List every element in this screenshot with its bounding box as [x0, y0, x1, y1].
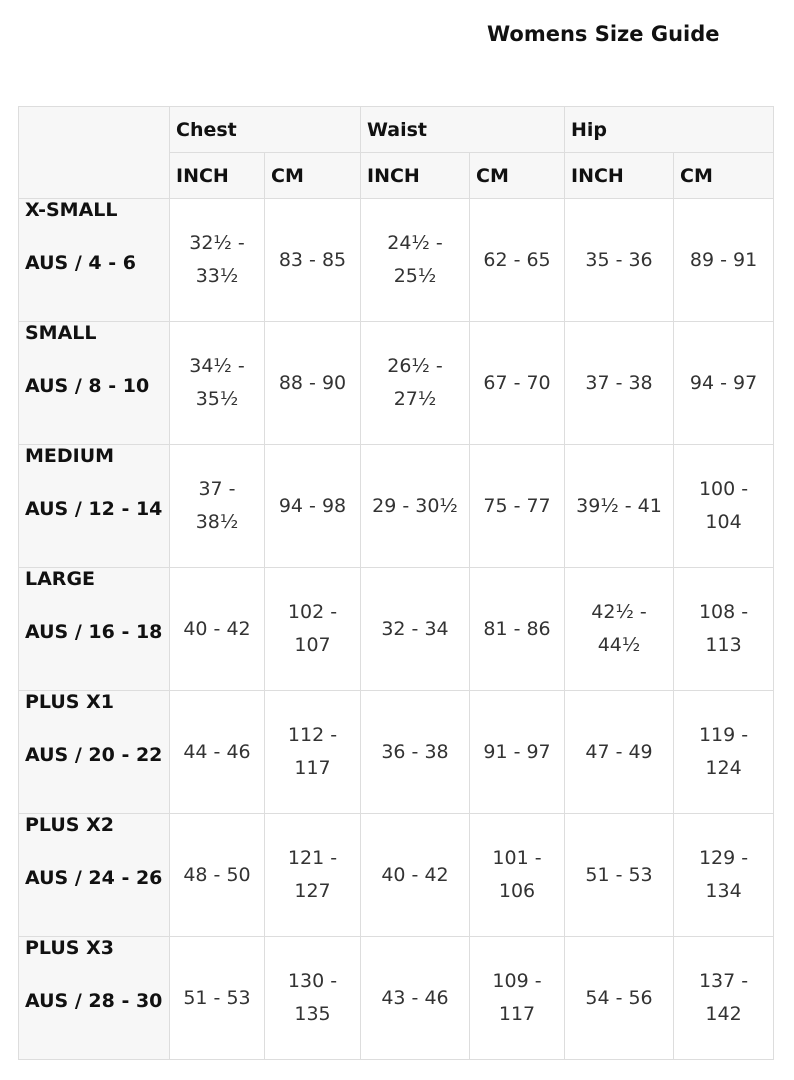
value-hip-cm: 100 - 104: [674, 445, 774, 568]
size-guide-table: [18, 106, 774, 1060]
value-waist-cm: 81 - 86: [470, 568, 565, 691]
size-aus: AUS / 4 - 6: [25, 251, 136, 274]
value-chest-cm: 88 - 90: [265, 322, 361, 445]
value-hip-cm: 89 - 91: [674, 199, 774, 322]
unit-waist-inch: INCH: [361, 153, 470, 199]
value-hip-inch: 51 - 53: [565, 814, 674, 937]
header-hip: Hip: [565, 107, 774, 153]
value-chest-inch: 37 - 38½: [170, 445, 265, 568]
value-hip-inch: 37 - 38: [565, 322, 674, 445]
size-name: MEDIUM: [25, 445, 115, 467]
unit-chest-cm: CM: [265, 153, 361, 199]
value-hip-cm: 108 - 113: [674, 568, 774, 691]
size-name: PLUS X2: [25, 814, 114, 836]
value-chest-inch: 48 - 50: [170, 814, 265, 937]
value-hip-inch: 35 - 36: [565, 199, 674, 322]
value-hip-cm: 94 - 97: [674, 322, 774, 445]
value-waist-cm: 75 - 77: [470, 445, 565, 568]
size-name: LARGE: [25, 568, 96, 590]
size-name: X-SMALL: [25, 199, 118, 221]
value-chest-inch: 44 - 46: [170, 691, 265, 814]
value-hip-inch: 47 - 49: [565, 691, 674, 814]
unit-chest-inch: INCH: [170, 153, 265, 199]
header-waist: Waist: [361, 107, 565, 153]
value-chest-inch: 51 - 53: [170, 937, 265, 1060]
group-header-row: [19, 107, 774, 153]
value-waist-inch: 26½ - 27½: [361, 322, 470, 445]
size-label-cell: [19, 568, 170, 691]
unit-hip-cm: CM: [674, 153, 774, 199]
size-label-cell: [19, 322, 170, 445]
header-chest: Chest: [170, 107, 361, 153]
value-chest-inch: 34½ - 35½: [170, 322, 265, 445]
size-aus: AUS / 28 - 30: [25, 989, 163, 1012]
value-waist-inch: 43 - 46: [361, 937, 470, 1060]
value-waist-cm: 67 - 70: [470, 322, 565, 445]
size-label-cell: [19, 691, 170, 814]
value-waist-cm: 62 - 65: [470, 199, 565, 322]
table-row: [19, 322, 774, 445]
size-label-cell: [19, 445, 170, 568]
table-row: [19, 937, 774, 1060]
size-aus: AUS / 24 - 26: [25, 866, 163, 889]
size-name: PLUS X3: [25, 937, 114, 959]
value-hip-cm: 119 - 124: [674, 691, 774, 814]
value-waist-inch: 40 - 42: [361, 814, 470, 937]
value-waist-cm: 101 - 106: [470, 814, 565, 937]
table-row: [19, 814, 774, 937]
size-label-cell: [19, 199, 170, 322]
value-chest-inch: 40 - 42: [170, 568, 265, 691]
value-hip-cm: 137 - 142: [674, 937, 774, 1060]
value-chest-cm: 94 - 98: [265, 445, 361, 568]
size-aus: AUS / 16 - 18: [25, 620, 163, 643]
size-aus: AUS / 20 - 22: [25, 743, 163, 766]
value-hip-inch: 54 - 56: [565, 937, 674, 1060]
value-waist-cm: 91 - 97: [470, 691, 565, 814]
value-waist-inch: 29 - 30½: [361, 445, 470, 568]
size-label-cell: [19, 937, 170, 1060]
value-chest-inch: 32½ - 33½: [170, 199, 265, 322]
value-waist-inch: 36 - 38: [361, 691, 470, 814]
size-name: PLUS X1: [25, 691, 114, 713]
value-hip-inch: 42½ - 44½: [565, 568, 674, 691]
unit-hip-inch: INCH: [565, 153, 674, 199]
table-row: [19, 691, 774, 814]
size-name: SMALL: [25, 322, 97, 344]
page-title: Womens Size Guide: [487, 22, 720, 46]
table-row: [19, 445, 774, 568]
value-chest-cm: 121 - 127: [265, 814, 361, 937]
size-label-cell: [19, 814, 170, 937]
value-chest-cm: 102 - 107: [265, 568, 361, 691]
value-waist-cm: 109 - 117: [470, 937, 565, 1060]
unit-waist-cm: CM: [470, 153, 565, 199]
value-chest-cm: 83 - 85: [265, 199, 361, 322]
value-waist-inch: 24½ - 25½: [361, 199, 470, 322]
table-body: [19, 199, 774, 1060]
value-hip-cm: 129 - 134: [674, 814, 774, 937]
corner-cell: [19, 107, 170, 199]
value-chest-cm: 130 - 135: [265, 937, 361, 1060]
value-hip-inch: 39½ - 41: [565, 445, 674, 568]
size-aus: AUS / 8 - 10: [25, 374, 150, 397]
value-chest-cm: 112 - 117: [265, 691, 361, 814]
size-aus: AUS / 12 - 14: [25, 497, 163, 520]
table-row: [19, 568, 774, 691]
table-row: [19, 199, 774, 322]
value-waist-inch: 32 - 34: [361, 568, 470, 691]
